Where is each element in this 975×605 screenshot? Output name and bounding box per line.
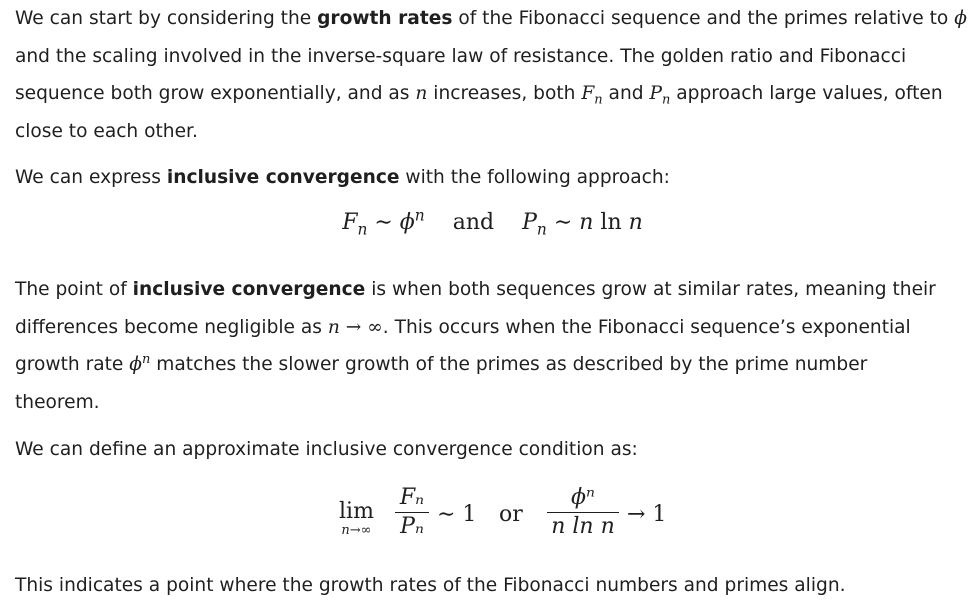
math-subscript: n bbox=[594, 92, 603, 108]
math-n: n bbox=[628, 210, 643, 235]
math-sim: ∼ bbox=[546, 210, 580, 235]
math-subscript: n bbox=[661, 92, 671, 108]
math-sim: ∼ bbox=[367, 210, 400, 235]
paragraph-express-convergence bbox=[15, 159, 670, 197]
paragraph-line bbox=[15, 567, 846, 605]
paragraph-line bbox=[15, 431, 638, 469]
text-span: matches the slower growth of the primes as described by the prime number bbox=[150, 354, 868, 376]
text-span: and bbox=[602, 83, 650, 105]
math-lim-subscript: n→∞ bbox=[341, 523, 372, 538]
paragraph-line bbox=[15, 346, 936, 384]
paragraph-define-condition bbox=[15, 431, 638, 469]
math-P: P bbox=[522, 210, 537, 235]
math-superscript: n bbox=[141, 352, 151, 367]
math-lim: lim bbox=[339, 499, 374, 524]
bold-term-inclusive-convergence: inclusive convergence bbox=[132, 279, 366, 300]
text-span: approach large values, often bbox=[670, 83, 943, 105]
text-span: We can start by considering the bbox=[15, 8, 318, 29]
text-span: growth rate bbox=[15, 354, 130, 376]
math-or: or bbox=[499, 502, 523, 527]
math-numerator: ϕⁿ bbox=[571, 485, 595, 510]
paragraph-line bbox=[15, 113, 967, 151]
math-denominator: n ln n bbox=[551, 514, 615, 539]
text-span: . This occurs when the Fibonacci sequence’s exponential bbox=[382, 316, 911, 338]
bold-term-growth-rates: growth rates bbox=[317, 8, 453, 29]
math-fraction-phi-over-nlnn bbox=[547, 484, 619, 541]
text-span: of the Fibonacci sequence and the primes relative to bbox=[452, 8, 955, 29]
text-span: sequence both grow exponentially, and as bbox=[15, 83, 416, 105]
paragraph-line bbox=[15, 75, 967, 113]
math-phi: ϕ bbox=[954, 8, 967, 29]
math-F: F bbox=[581, 83, 595, 105]
text-span: This indicates a point where the growth rates of the Fibonacci numbers and primes align. bbox=[15, 575, 846, 596]
text-span: theorem. bbox=[15, 391, 100, 413]
paragraph-point-of-convergence bbox=[15, 271, 936, 421]
text-span: We can express bbox=[15, 167, 167, 188]
math-fraction-F-over-P bbox=[395, 484, 429, 541]
math-phi: ϕ bbox=[129, 354, 142, 376]
paragraph-line bbox=[15, 384, 936, 422]
math-limit bbox=[339, 500, 374, 538]
math-P-n bbox=[649, 83, 671, 108]
text-span: increases, both bbox=[427, 83, 582, 105]
math-F: F bbox=[342, 210, 358, 235]
math-superscript: n bbox=[414, 206, 425, 225]
text-span: is when both sequences grow at similar rates, meaning their bbox=[365, 279, 936, 300]
math-and: and bbox=[452, 210, 495, 235]
display-equation-asymptotics bbox=[15, 206, 970, 239]
paragraph-growth-rates bbox=[15, 0, 967, 150]
math-P: P bbox=[649, 83, 662, 105]
math-denominator: Pₙ bbox=[400, 514, 424, 539]
paragraph-line bbox=[15, 309, 936, 347]
paragraph-line bbox=[15, 271, 936, 309]
text-span: differences become negligible as bbox=[15, 316, 328, 338]
text-span: We can define an approximate inclusive convergence condition as: bbox=[15, 439, 638, 460]
paragraph-line bbox=[15, 38, 967, 76]
math-n: n bbox=[327, 316, 340, 338]
math-n: n bbox=[415, 83, 428, 105]
paragraph-line bbox=[15, 159, 670, 197]
math-sim-one: ∼ 1 bbox=[437, 502, 477, 527]
math-arrow-infinity: → ∞ bbox=[339, 316, 383, 338]
math-arrow-one: → 1 bbox=[627, 502, 667, 527]
math-ln: ln bbox=[593, 210, 629, 235]
text-span: close to each other. bbox=[15, 120, 198, 142]
text-span: and the scaling involved in the inverse-square law of resistance. The golden ratio and Fibonacci bbox=[15, 45, 907, 67]
math-phi: ϕ bbox=[399, 210, 415, 235]
text-span: with the following approach: bbox=[399, 167, 670, 188]
text-span: The point of bbox=[15, 279, 133, 300]
math-subscript: n bbox=[357, 220, 368, 239]
paragraph-conclusion bbox=[15, 567, 846, 605]
display-equation-limit bbox=[325, 482, 685, 552]
math-n: n bbox=[579, 210, 594, 235]
math-subscript: n bbox=[536, 220, 547, 239]
math-F-n bbox=[581, 83, 603, 108]
paragraph-line bbox=[15, 0, 967, 38]
bold-term-inclusive-convergence: inclusive convergence bbox=[166, 167, 400, 188]
math-numerator: Fₙ bbox=[399, 485, 425, 510]
